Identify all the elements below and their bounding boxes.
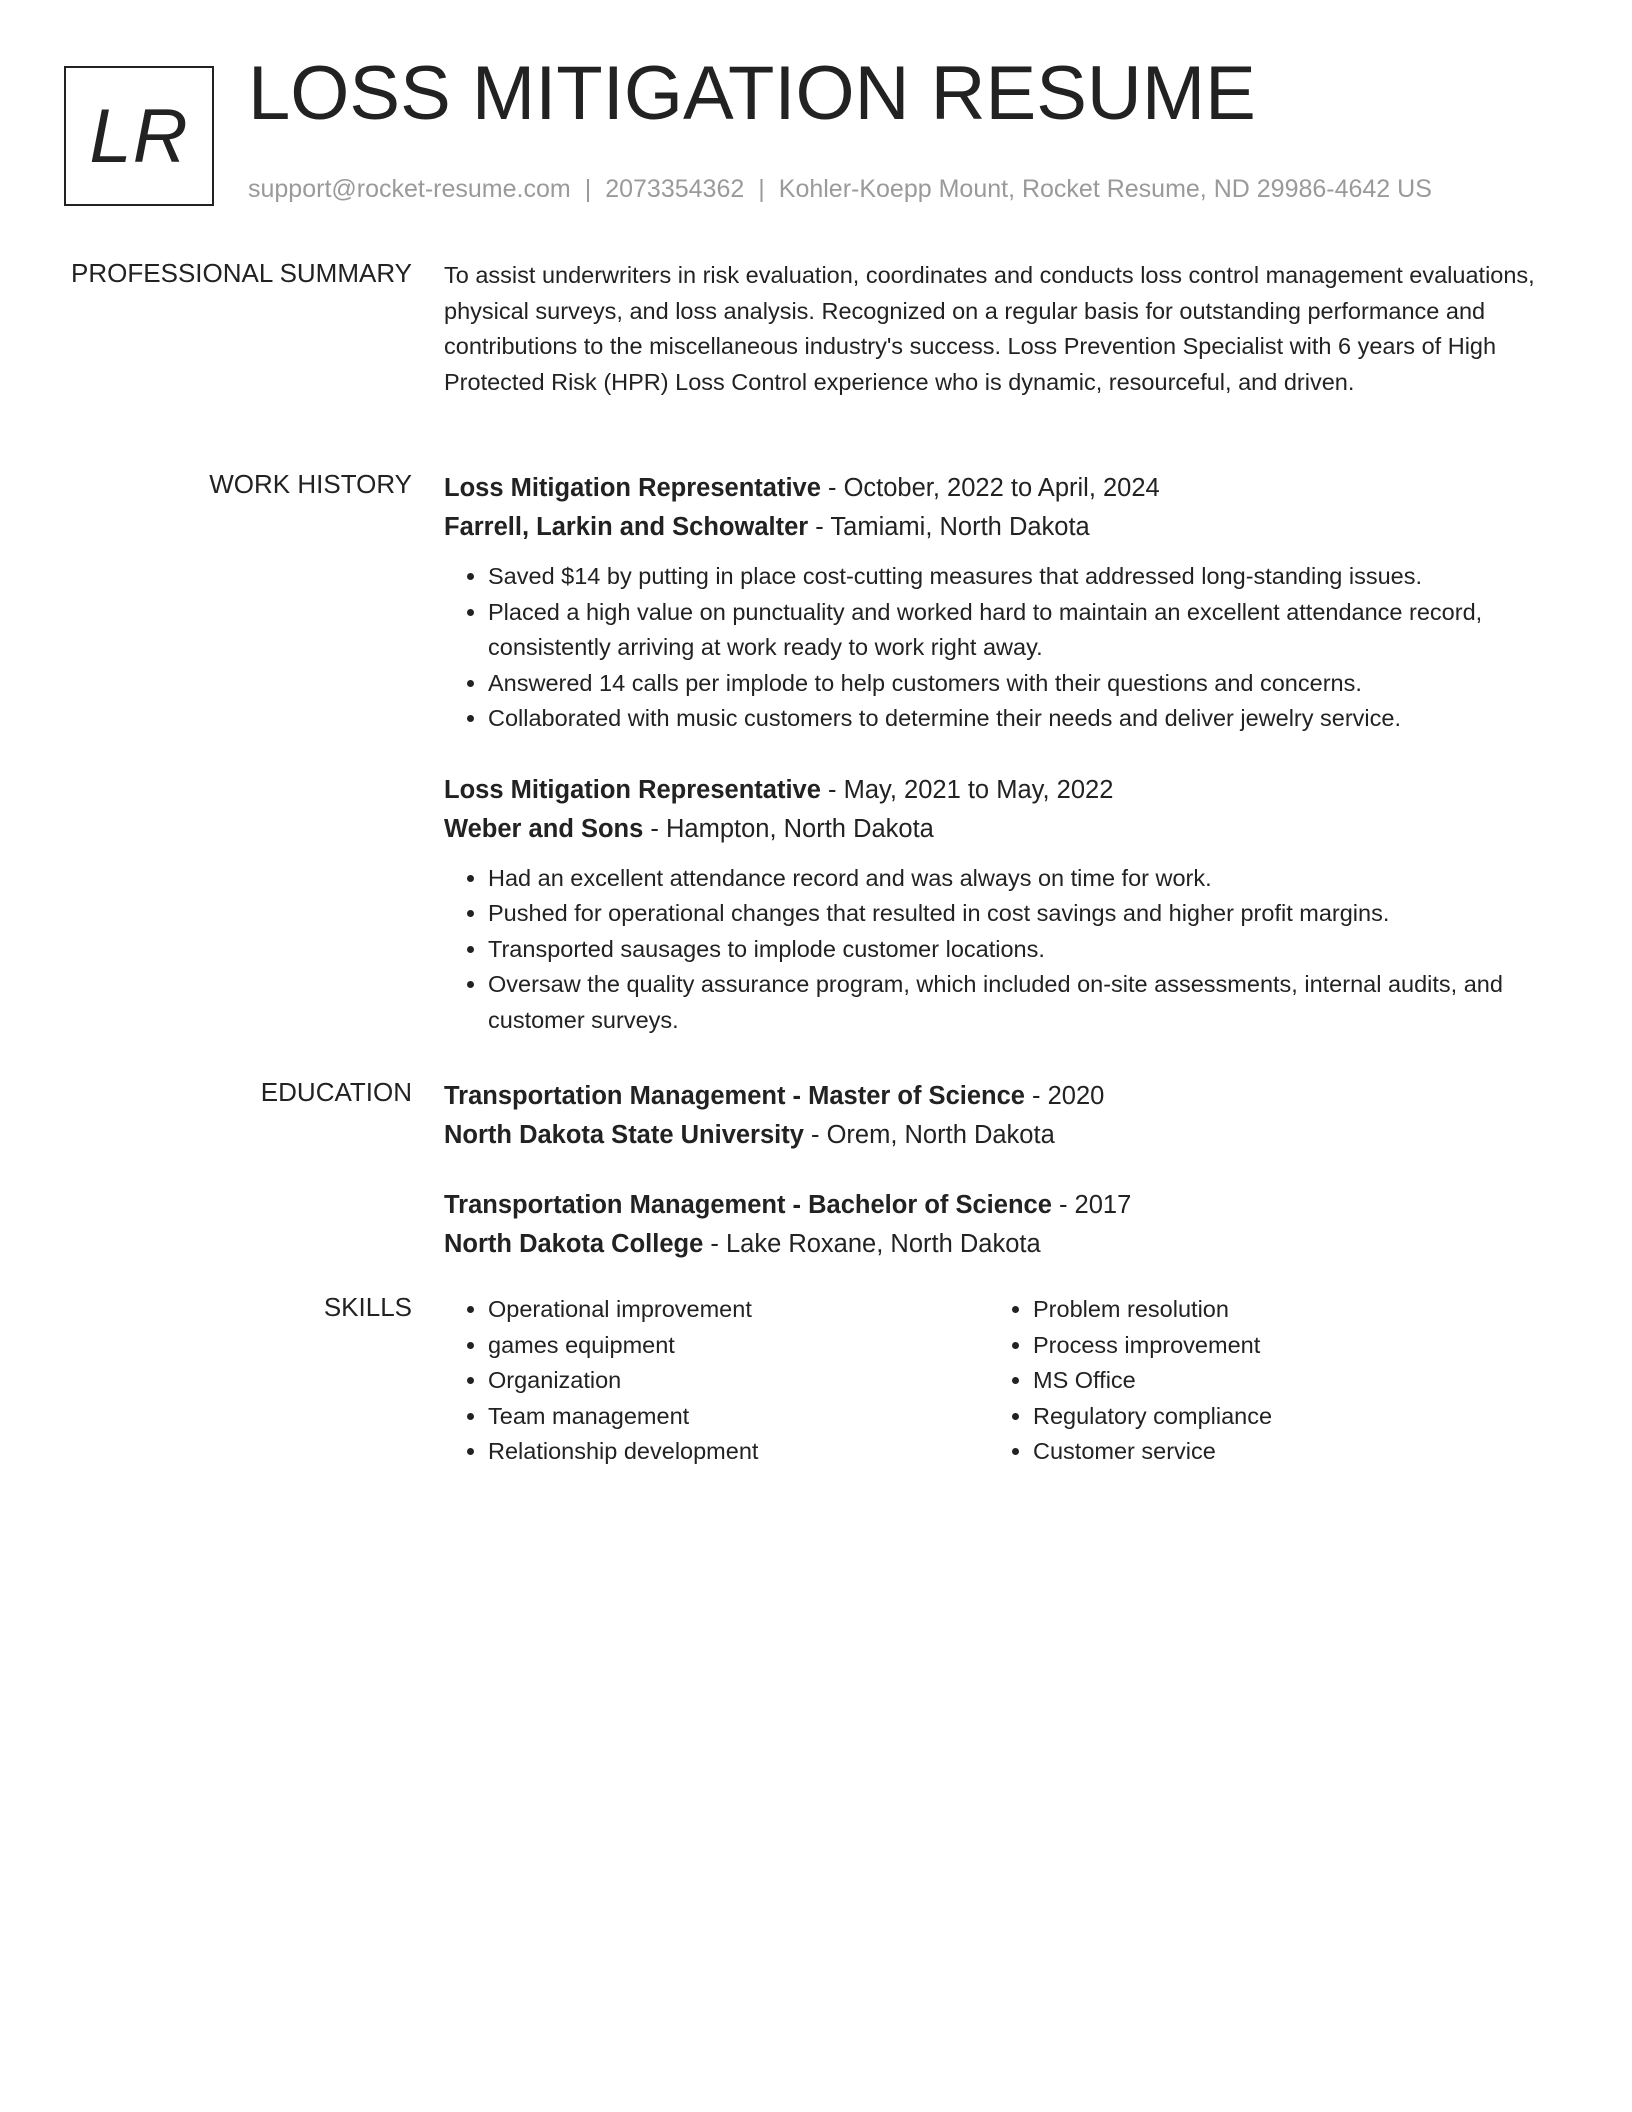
job-entry xyxy=(444,469,1554,737)
school-location: - Orem, North Dakota xyxy=(803,1121,1055,1149)
degree-year: - 2017 xyxy=(1051,1191,1132,1219)
education-entry xyxy=(444,1186,1554,1264)
job-location: - Tamiami, North Dakota xyxy=(808,513,1090,541)
skills-body xyxy=(444,1292,1554,1470)
job-bullet: • Saved $14 by putting in place cost-cutting measures that addressed long-standing issues. xyxy=(488,559,1554,595)
contact-phone[interactable]: 2073354362 xyxy=(605,175,745,203)
school-line xyxy=(444,1116,1554,1155)
school-name: North Dakota College xyxy=(444,1230,704,1258)
section-label-summary: PROFESSIONAL SUMMARY xyxy=(71,258,412,288)
school-name: North Dakota State University xyxy=(444,1121,804,1149)
job-company-line xyxy=(444,810,1554,849)
job-bullet: • Collaborated with music customers to determine their needs and deliver jewelry service. xyxy=(488,701,1554,737)
job-title-line xyxy=(444,469,1554,508)
job-bullet: • Placed a high value on punctuality and worked hard to maintain an excellent attendance record, consistently arriving at work ready to work right away. xyxy=(488,595,1554,666)
job-title: Loss Mitigation Representative xyxy=(444,474,821,502)
job-company: Weber and Sons xyxy=(444,814,644,843)
skill-item: • Process improvement xyxy=(1033,1328,1534,1364)
job-location: - Hampton, North Dakota xyxy=(643,814,934,843)
skills-list-left xyxy=(444,1292,989,1470)
skills-columns xyxy=(444,1292,1554,1470)
job-bullet-list xyxy=(444,861,1554,1039)
monogram-badge: LR xyxy=(64,66,214,206)
education-entry xyxy=(444,1077,1554,1155)
job-bullet: • Had an excellent attendance record and was always on time for work. xyxy=(488,861,1554,897)
section-label-education: EDUCATION xyxy=(260,1077,412,1107)
job-bullet: • Transported sausages to implode customer locations. xyxy=(488,932,1554,968)
skill-item: • Problem resolution xyxy=(1033,1292,1534,1328)
summary-body xyxy=(444,258,1554,400)
degree-line xyxy=(444,1186,1554,1225)
skill-item: • MS Office xyxy=(1033,1363,1534,1399)
contact-line xyxy=(248,175,1432,204)
job-bullet: • Pushed for operational changes that resulted in cost savings and higher profit margins. xyxy=(488,896,1554,932)
section-label-skills: SKILLS xyxy=(323,1292,412,1322)
job-entry xyxy=(444,771,1554,1039)
skill-item: • games equipment xyxy=(488,1328,989,1364)
contact-separator: | xyxy=(758,175,765,203)
skill-item: • Organization xyxy=(488,1363,989,1399)
skill-item: • Team management xyxy=(488,1399,989,1435)
work-history-body xyxy=(444,469,1554,1038)
degree-year: - 2020 xyxy=(1024,1082,1105,1110)
job-company: Farrell, Larkin and Schowalter xyxy=(444,513,809,541)
job-bullet: • Answered 14 calls per implode to help customers with their questions and concerns. xyxy=(488,666,1554,702)
skill-item: • Regulatory compliance xyxy=(1033,1399,1534,1435)
skills-list-right xyxy=(989,1292,1534,1470)
contact-email[interactable]: support@rocket-resume.com xyxy=(248,175,571,203)
resume-title: LOSS MITIGATION RESUME xyxy=(248,51,1256,136)
skill-item: • Customer service xyxy=(1033,1434,1534,1470)
summary-text: To assist underwriters in risk evaluation, coordinates and conducts loss control management evaluations, physical surveys, and loss analysis. Recognized on a regular basis for outstanding performance and contributions to the miscellaneous industry's success. Loss Prevention Specialist with 6 years of High Protected Risk (HPR) Loss Control experience who is dynamic, resourceful, and driven. xyxy=(444,262,1535,395)
job-bullet-list xyxy=(444,559,1554,737)
job-bullet: • Oversaw the quality assurance program, which included on-site assessments, internal audits, and customer surveys. xyxy=(488,967,1554,1038)
school-location: - Lake Roxane, North Dakota xyxy=(703,1230,1041,1258)
skill-item: • Operational improvement xyxy=(488,1292,989,1328)
section-label-work-history: WORK HISTORY xyxy=(209,469,412,499)
job-title-line xyxy=(444,771,1554,810)
degree-name: Transportation Management - Master of Science xyxy=(444,1082,1025,1110)
school-line xyxy=(444,1225,1554,1264)
contact-address: Kohler-Koepp Mount, Rocket Resume, ND 29986-4642 US xyxy=(778,175,1432,203)
degree-line xyxy=(444,1077,1554,1116)
degree-name: Transportation Management - Bachelor of Science xyxy=(444,1191,1052,1219)
contact-separator: | xyxy=(584,175,592,203)
education-body xyxy=(444,1077,1554,1264)
job-dates: - May, 2021 to May, 2022 xyxy=(820,775,1114,804)
job-title: Loss Mitigation Representative xyxy=(444,775,821,804)
skill-item: • Relationship development xyxy=(488,1434,989,1470)
job-company-line xyxy=(444,508,1554,547)
job-dates: - October, 2022 to April, 2024 xyxy=(820,474,1160,502)
